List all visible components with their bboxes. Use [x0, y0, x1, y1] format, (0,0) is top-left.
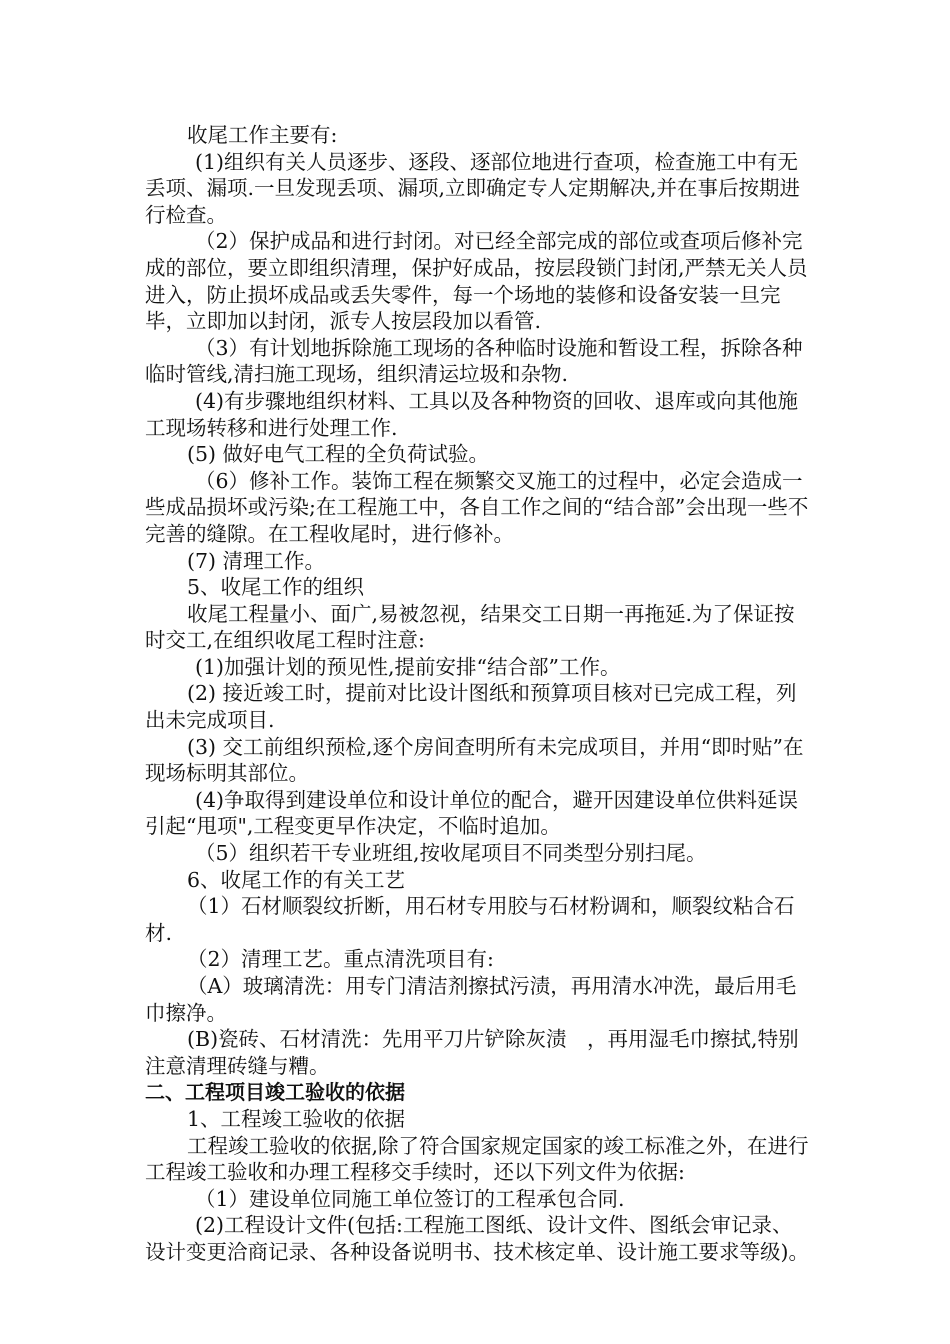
paragraph: (1)组织有关人员逐步、逐段、逐部位地进行查项，检查施工中有无丢项、漏项.一旦发现丢项、漏项,立即确定专人定期解决,并在事后按期进行检查。	[145, 149, 801, 227]
paragraph: (4)争取得到建设单位和设计单位的配合，避开因建设单位供料延误引起“甩项",工程变更早作决定，不临时追加。	[145, 787, 799, 839]
paragraph: (2) 接近竣工时，提前对比设计图纸和预算项目核对已完成工程，列出未完成项目.	[145, 681, 797, 733]
paragraph: (2)工程设计文件(包括:工程施工图纸、设计文件、图纸会审记录、设计变更洽商记录、各种设备说明书、技术核定单、设计施工要求等级)。	[145, 1213, 809, 1264]
paragraph: （2）清理工艺。重点清洗项目有:	[187, 947, 494, 972]
document-page	[145, 122, 810, 1266]
paragraph: （6）修补工作。装饰工程在频繁交叉施工的过程中，必定会造成一些成品损坏或污染;在工程施工中，各自工作之间的“结合部”会出现一些不完善的缝隙。在工程收尾时，进行修补。	[145, 468, 809, 546]
paragraph: 收尾工作主要有:	[187, 123, 338, 147]
paragraph: (5) 做好电气工程的全负荷试验。	[187, 442, 490, 467]
paragraph: (1)加强计划的预见性,提前安排“结合部”工作。	[195, 654, 621, 679]
section-heading: 二、工程项目竣工验收的依据	[145, 1080, 405, 1105]
paragraph: （A）玻璃清洗：用专门清洁剂擦拭污渍，再用清水冲洗，最后用毛巾擦净。	[145, 974, 797, 1025]
paragraph: （1）建设单位同施工单位签订的工程承包合同.	[195, 1186, 625, 1211]
paragraph: (7) 清理工作。	[187, 548, 326, 573]
section-subheading: 6、收尾工作的有关工艺	[187, 867, 406, 892]
paragraph: （5）组织若干专业班组,按收尾项目不同类型分别扫尾。	[195, 841, 707, 866]
paragraph: 工程竣工验收的依据,除了符合国家规定国家的竣工标准之外，在进行工程竣工验收和办理工程移交手续时，还以下列文件为依据:	[145, 1133, 809, 1185]
paragraph: （2）保护成品和进行封闭。对已经全部完成的部位或查项后修补完成的部位，要立即组织清理，保护好成品，按层段锁门封闭,严禁无关人员进入，防止损坏成品或丢失零件，每一个场地的装修和设备安装一旦完毕，立即加以封闭，派专人按层段加以看管.	[145, 229, 808, 334]
paragraph: (4)有步骤地组织材料、工具以及各种物资的回收、退库或向其他施工现场转移和进行处理工作.	[145, 388, 799, 440]
paragraph: (B)瓷砖、石材清洗：先用平刀片铲除灰渍 ，再用湿毛巾擦拭,特别注意清理砖缝与糟。	[145, 1027, 799, 1078]
paragraph: (3) 交工前组织预检,逐个房间查明所有未完成项目，并用“即时贴”在现场标明其部位。	[145, 734, 804, 786]
paragraph: （1）石材顺裂纹折断，用石材专用胶与石材粉调和，顺裂纹粘合石材.	[145, 894, 795, 945]
section-subheading: 5、收尾工作的组织	[187, 575, 365, 600]
section-subheading: 1、工程竣工验收的依据	[187, 1106, 406, 1131]
paragraph: （3）有计划地拆除施工现场的各种临时设施和暂设工程，拆除各种临时管线,清扫施工现场，组织清运垃圾和杂物.	[145, 335, 803, 387]
paragraph: 收尾工程量小、面广,易被忽视，结果交工日期一再拖延.为了保证按时交工,在组织收尾工程时注意:	[145, 601, 795, 653]
